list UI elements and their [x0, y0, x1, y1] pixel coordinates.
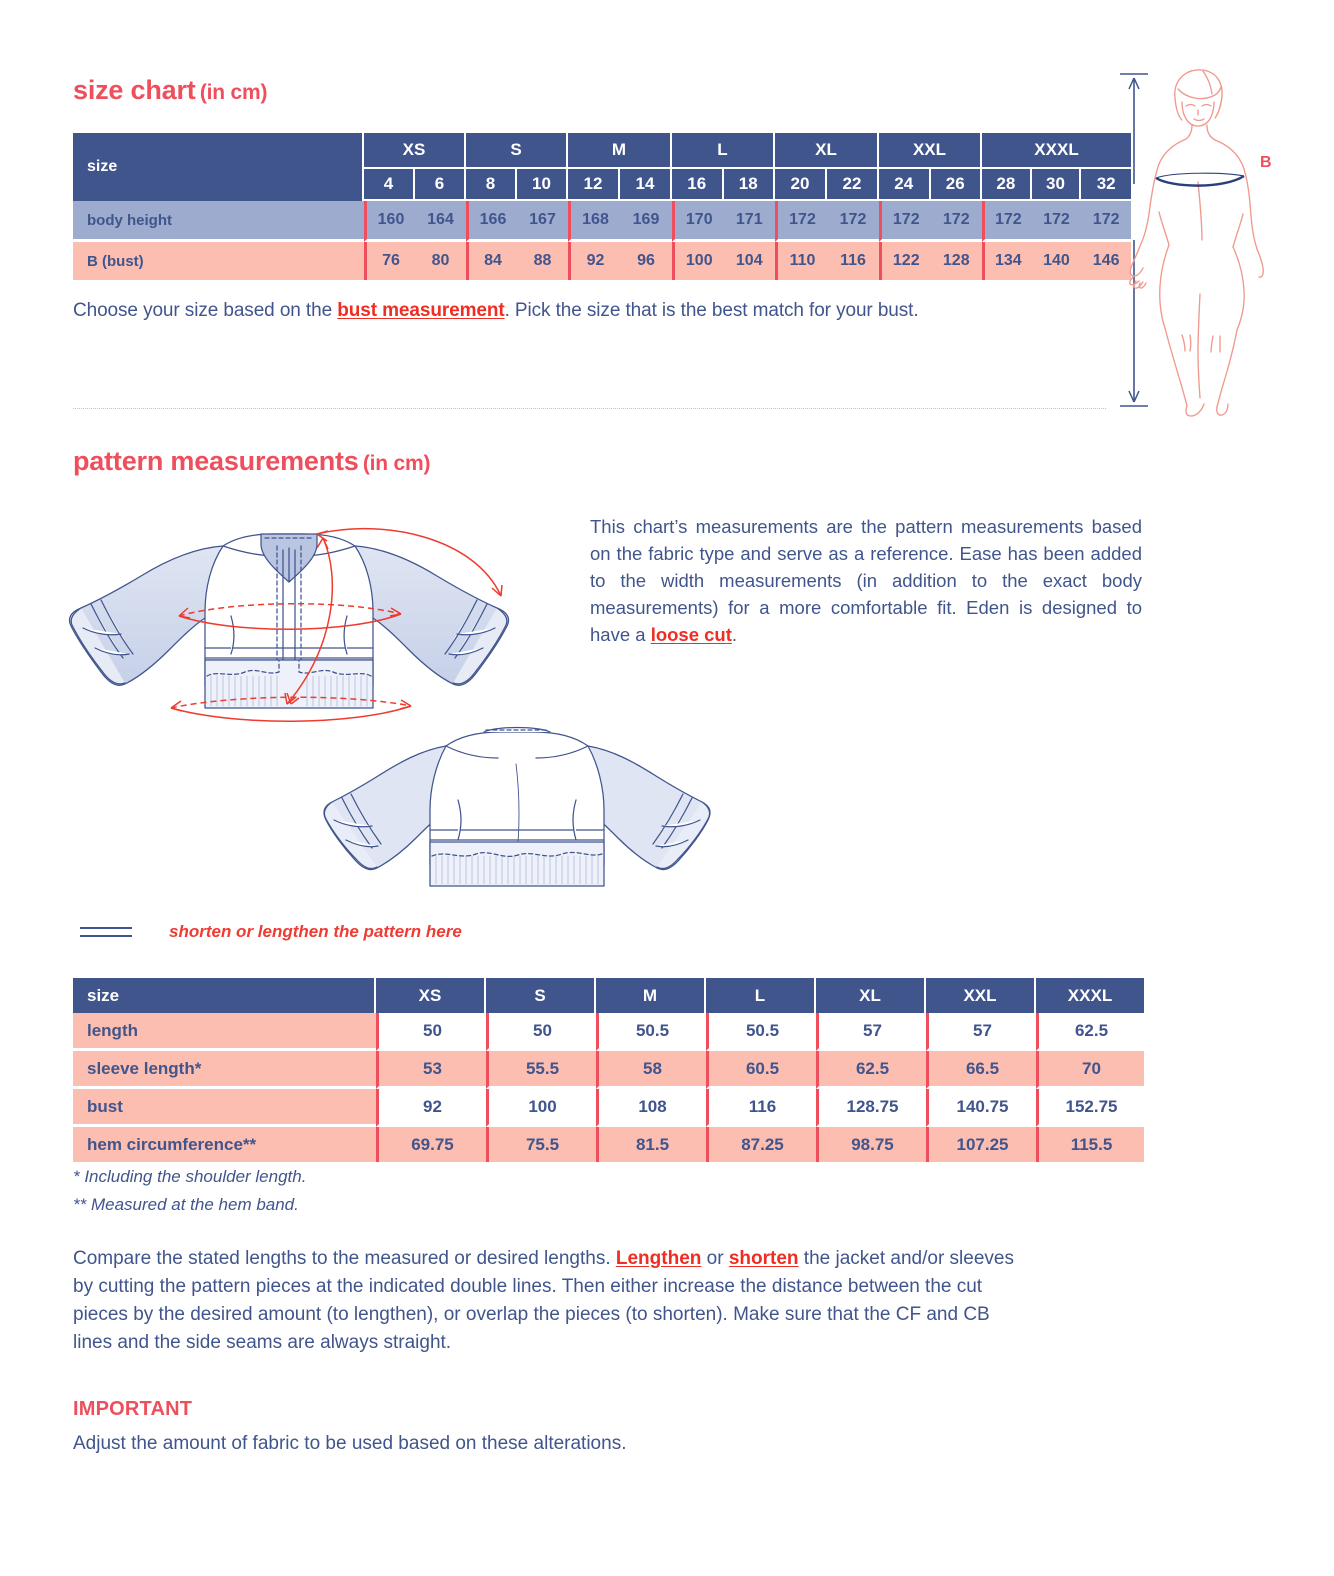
cell-bust-32: 146: [1081, 242, 1131, 280]
size-number-8: 8: [466, 169, 517, 201]
pattern-table-corner-label: size: [73, 978, 376, 1013]
size-group-xl: XL: [775, 133, 879, 169]
cell-body-height-14: 169: [620, 201, 672, 242]
cell-body-height-30: 172: [1032, 201, 1082, 242]
cell-body-height-10: 167: [517, 201, 568, 242]
pattern-table-header-row: [73, 978, 1144, 1013]
table-row: [73, 201, 1131, 242]
body-figure-svg: [1112, 62, 1327, 417]
cell-length-m: 50.5: [596, 1013, 706, 1051]
cell-body-height-32: 172: [1081, 201, 1131, 242]
size-table-corner-label: size: [73, 133, 364, 201]
table-row: [73, 1013, 1144, 1051]
size-number-30: 30: [1032, 169, 1082, 201]
pattern-measurements-title: [73, 446, 430, 477]
size-number-14: 14: [620, 169, 672, 201]
pattern-col-s: S: [486, 978, 596, 1013]
cell-body-height-20: 172: [775, 201, 827, 242]
cell-body-height-18: 171: [724, 201, 776, 242]
pattern-col-xxl: XXL: [926, 978, 1036, 1013]
size-chart-note-after: . Pick the size that is the best match for your bust.: [504, 300, 919, 321]
pattern-row-label-sleeve-length: sleeve length*: [73, 1051, 376, 1089]
cell-bust-28: 134: [982, 242, 1032, 280]
cell-body-height-26: 172: [931, 201, 983, 242]
legend-label: shorten or lengthen the pattern here: [169, 922, 462, 941]
cell-length-s: 50: [486, 1013, 596, 1051]
bust-marker-label: B: [1260, 154, 1272, 171]
pattern-row-label-length: length: [73, 1013, 376, 1051]
size-number-32: 32: [1081, 169, 1131, 201]
cell-sleeve-length-m: 58: [596, 1051, 706, 1089]
row-label-body-height: body height: [73, 201, 364, 242]
size-chart-note: [73, 300, 919, 322]
size-table: [73, 133, 1131, 280]
cell-bust-20: 110: [775, 242, 827, 280]
cell-bust-24: 122: [879, 242, 931, 280]
female-body-outline: [1130, 70, 1264, 416]
cell-body-height-24: 172: [879, 201, 931, 242]
size-number-10: 10: [517, 169, 568, 201]
size-chart-note-before: Choose your size based on the: [73, 300, 338, 321]
body-figure-illustration: [1112, 62, 1327, 417]
table-row: [73, 1127, 1144, 1162]
important-text: Adjust the amount of fabric to be used based on these alterations.: [73, 1433, 627, 1454]
cell-bust-pattern-s: 100: [486, 1089, 596, 1127]
compare-p1: Compare the stated lengths to the measured or desired lengths.: [73, 1248, 616, 1269]
cell-bust-pattern-xs: 92: [376, 1089, 486, 1127]
row-label-bust-letter: B: [87, 252, 98, 270]
bust-measurement-link[interactable]: bust measurement: [337, 300, 505, 321]
size-number-20: 20: [775, 169, 827, 201]
jacket-back-svg: [320, 700, 720, 920]
size-group-xxl: XXL: [879, 133, 982, 169]
size-number-4: 4: [364, 169, 415, 201]
compare-lengths-paragraph: [73, 1245, 1023, 1357]
pattern-col-l: L: [706, 978, 816, 1013]
cell-hem-xxxl: 115.5: [1036, 1127, 1144, 1162]
cell-hem-l: 87.25: [706, 1127, 816, 1162]
cell-length-xxxl: 62.5: [1036, 1013, 1144, 1051]
cell-body-height-4: 160: [364, 201, 415, 242]
pattern-col-xxxl: XXXL: [1036, 978, 1144, 1013]
size-group-xs: XS: [364, 133, 466, 169]
cell-body-height-28: 172: [982, 201, 1032, 242]
cell-hem-m: 81.5: [596, 1127, 706, 1162]
size-number-24: 24: [879, 169, 931, 201]
cell-bust-pattern-xxxl: 152.75: [1036, 1089, 1144, 1127]
pattern-col-xs: XS: [376, 978, 486, 1013]
size-number-12: 12: [568, 169, 620, 201]
pattern-col-xl: XL: [816, 978, 926, 1013]
size-table-group-header-row: [73, 133, 1131, 169]
shorten-link[interactable]: shorten: [728, 1248, 799, 1269]
cell-bust-pattern-xl: 128.75: [816, 1089, 926, 1127]
footnote-2: ** Measured at the hem band.: [73, 1195, 299, 1214]
double-line-icon: [80, 925, 132, 939]
cell-length-xxl: 57: [926, 1013, 1036, 1051]
cell-sleeve-length-xxxl: 70: [1036, 1051, 1144, 1089]
cell-bust-18: 104: [724, 242, 776, 280]
size-number-22: 22: [827, 169, 879, 201]
cell-body-height-16: 170: [672, 201, 724, 242]
size-group-m: M: [568, 133, 672, 169]
cell-length-xl: 57: [816, 1013, 926, 1051]
cell-bust-8: 84: [466, 242, 517, 280]
cell-hem-s: 75.5: [486, 1127, 596, 1162]
pattern-measurements-table: [73, 978, 1144, 1162]
loose-cut-link[interactable]: loose cut: [650, 624, 732, 645]
cell-length-l: 50.5: [706, 1013, 816, 1051]
compare-p3: the jacket and/or sleeves by cutting the pattern pieces at the indicated double lines. Then either increase the distance between the cut pieces by the desired amount (to lengthen), or overlap the pieces (to shorten). Make sure that the CF and CB lines and the side seams are always straight.: [73, 1248, 1014, 1353]
cell-hem-xl: 98.75: [816, 1127, 926, 1162]
pattern-col-m: M: [596, 978, 706, 1013]
footnote-1: * Including the shoulder length.: [73, 1167, 307, 1186]
pattern-row-label-hem-circumference: hem circumference**: [73, 1127, 376, 1162]
cell-body-height-8: 166: [466, 201, 517, 242]
height-dimension-arrow: [1120, 74, 1148, 406]
cell-bust-30: 140: [1032, 242, 1082, 280]
row-label-bust: [73, 242, 364, 280]
cell-sleeve-length-xs: 53: [376, 1051, 486, 1089]
cell-bust-14: 96: [620, 242, 672, 280]
cell-hem-xxl: 107.25: [926, 1127, 1036, 1162]
cell-sleeve-length-xl: 62.5: [816, 1051, 926, 1089]
cell-sleeve-length-l: 60.5: [706, 1051, 816, 1089]
size-chart-title-main: size chart: [73, 75, 196, 105]
cell-bust-16: 100: [672, 242, 724, 280]
pattern-measurements-paragraph: [590, 513, 1142, 648]
size-number-28: 28: [982, 169, 1032, 201]
cell-body-height-6: 164: [415, 201, 466, 242]
table-row: [73, 1051, 1144, 1089]
cell-bust-4: 76: [364, 242, 415, 280]
size-number-18: 18: [724, 169, 776, 201]
section-divider: [73, 408, 1106, 409]
size-chart-title: [73, 75, 267, 106]
pm-paragraph-after: .: [731, 624, 738, 645]
cell-length-xs: 50: [376, 1013, 486, 1051]
cell-bust-6: 80: [415, 242, 466, 280]
lengthen-shorten-legend: [80, 922, 462, 942]
cell-sleeve-length-s: 55.5: [486, 1051, 596, 1089]
size-group-xxxl: XXXL: [982, 133, 1131, 169]
cell-body-height-12: 168: [568, 201, 620, 242]
cell-hem-xs: 69.75: [376, 1127, 486, 1162]
table-footnotes: [73, 1163, 306, 1219]
size-number-16: 16: [672, 169, 724, 201]
row-label-bust-text: (bust): [102, 252, 144, 270]
cell-bust-22: 116: [827, 242, 879, 280]
cell-bust-pattern-m: 108: [596, 1089, 706, 1127]
cell-bust-pattern-xxl: 140.75: [926, 1089, 1036, 1127]
table-row: [73, 1089, 1144, 1127]
bust-measurement-line: [1156, 173, 1244, 185]
cell-bust-10: 88: [517, 242, 568, 280]
size-number-6: 6: [415, 169, 466, 201]
compare-p2: or: [701, 1248, 729, 1269]
cell-sleeve-length-xxl: 66.5: [926, 1051, 1036, 1089]
pm-paragraph-before: This chart’s measurements are the pattern measurements based on the fabric type and serve as a reference. Ease has been added to the width measurements (in addition to the exact body measurements) for a more comfortable fit. Eden is designed to have a: [590, 516, 1142, 645]
pattern-measurements-title-unit: (in cm): [362, 452, 431, 475]
cell-body-height-22: 172: [827, 201, 879, 242]
lengthen-link[interactable]: Lengthen: [615, 1248, 702, 1269]
important-heading: IMPORTANT: [73, 1398, 193, 1420]
pattern-measurements-title-main: pattern measurements: [73, 446, 359, 476]
size-group-s: S: [466, 133, 568, 169]
pattern-row-label-bust: bust: [73, 1089, 376, 1127]
size-number-26: 26: [931, 169, 983, 201]
table-row: [73, 242, 1131, 280]
jacket-back-illustration: [320, 700, 720, 920]
size-group-l: L: [672, 133, 775, 169]
size-chart-title-unit: (in cm): [199, 81, 268, 104]
cell-bust-pattern-l: 116: [706, 1089, 816, 1127]
cell-bust-26: 128: [931, 242, 983, 280]
cell-bust-12: 92: [568, 242, 620, 280]
